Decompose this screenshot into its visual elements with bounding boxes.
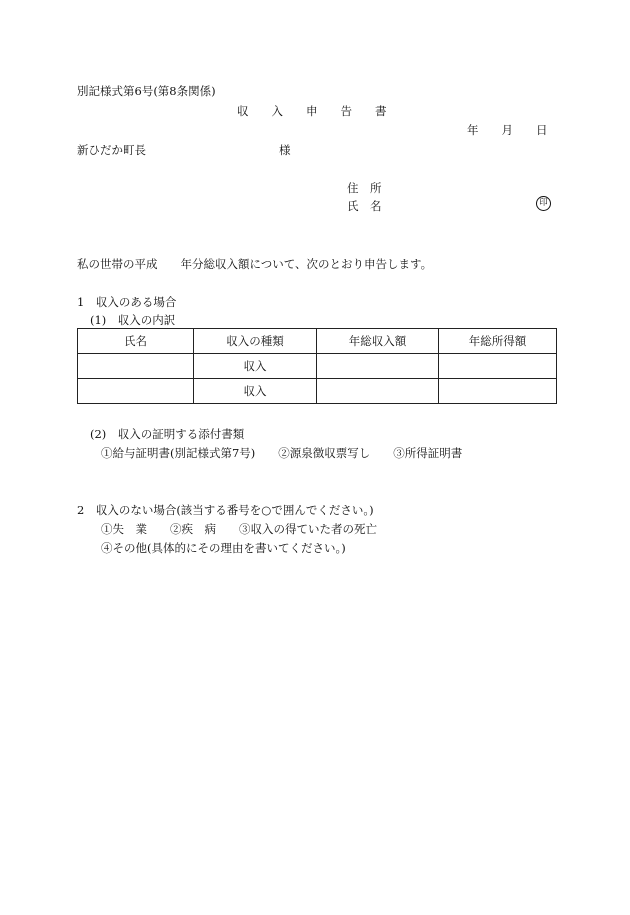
income-breakdown-heading: (1) 収入の内訳 (90, 313, 176, 327)
recipient: 新ひだか町長 (77, 143, 146, 157)
header-income-type: 収入の種類 (194, 329, 317, 354)
annual-income-cell[interactable] (317, 379, 439, 404)
income-type-cell[interactable]: 収入 (194, 354, 317, 379)
annual-earnings-cell[interactable] (439, 379, 557, 404)
date-field: 年 月 日 (467, 123, 548, 137)
other-reason: ④その他(具体的にその理由を書いてください。) (101, 541, 346, 555)
attachments-list: ①給与証明書(別記様式第7号) ②源泉徴収票写し ③所得証明書 (101, 446, 463, 460)
attachments-heading: (2) 収入の証明する添付書類 (90, 427, 245, 441)
form-number: 別記様式第6号(第8条関係) (77, 84, 216, 98)
section2-heading: 2 収入のない場合(該当する番号を○で囲んでください。) (77, 503, 374, 517)
annual-earnings-cell[interactable] (439, 354, 557, 379)
header-annual-income: 年総収入額 (317, 329, 439, 354)
address-label: 住 所 (347, 181, 382, 195)
section1-heading: 1 収入のある場合 (77, 295, 177, 309)
table-header-row (78, 329, 557, 354)
honorific: 様 (279, 143, 291, 157)
table-row (78, 354, 557, 379)
header-annual-earnings: 年総所得額 (439, 329, 557, 354)
declaration: 私の世帯の平成 年分総収入額について、次のとおり申告します。 (77, 257, 433, 271)
income-table (77, 328, 557, 404)
seal-icon: 印 (536, 196, 551, 211)
table-row (78, 379, 557, 404)
name-cell[interactable] (78, 354, 194, 379)
annual-income-cell[interactable] (317, 354, 439, 379)
name-cell[interactable] (78, 379, 194, 404)
name-label: 氏 名 (347, 199, 382, 213)
no-income-reasons: ①失 業 ②疾 病 ③収入の得ていた者の死亡 (101, 522, 377, 536)
header-name: 氏名 (78, 329, 194, 354)
income-type-cell[interactable]: 収入 (194, 379, 317, 404)
form-title: 収 入 申 告 書 (237, 104, 387, 118)
